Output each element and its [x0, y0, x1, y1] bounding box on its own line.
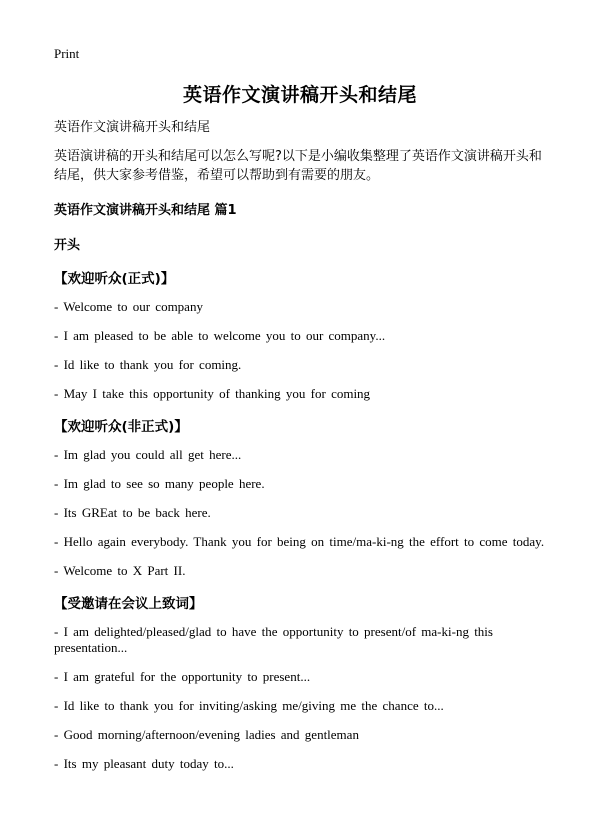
section-heading: 英语作文演讲稿开头和结尾 篇1 [54, 203, 237, 218]
phrase-line: - Im glad you could all get here... [54, 447, 242, 462]
phrase-line: - Id like to thank you for inviting/asking me/giving me the chance to... [54, 698, 444, 713]
phrase-line: - Hello again everybody. Thank you for being on time/ma-ki-ng the effort to come today. [54, 534, 545, 549]
print-label[interactable]: Print [54, 46, 80, 61]
phrase-line: - Welcome to our company [54, 299, 203, 314]
group-heading: 【受邀请在会议上致词】 [54, 596, 203, 612]
phrase-line: - I am grateful for the opportunity to present... [54, 669, 311, 684]
intro-paragraph: 英语演讲稿的开头和结尾可以怎么写呢?以下是小编收集整理了英语作文演讲稿开头和结尾，供大家参考借鉴，希望可以帮助到有需要的朋友。 [54, 149, 542, 183]
phrase-line: - Id like to thank you for coming. [54, 357, 242, 372]
subtitle: 英语作文演讲稿开头和结尾 [54, 120, 211, 135]
phrase-line: - Welcome to X Part II. [54, 563, 186, 578]
phrase-line: - Good morning/afternoon/evening ladies and gentleman [54, 727, 359, 742]
group-heading: 【欢迎听众(正式)】 [54, 271, 175, 287]
group-invited-speech [54, 592, 554, 772]
phrase-line: - Its GREat to be back here. [54, 505, 211, 520]
page-title: 英语作文演讲稿开头和结尾 [182, 84, 417, 106]
phrase-line: - May I take this opportunity of thanking you for coming [54, 386, 371, 401]
phrase-line: - Im glad to see so many people here. [54, 476, 265, 491]
phrase-line: - I am pleased to be able to welcome you to our company... [54, 328, 386, 343]
document-body [54, 118, 554, 785]
opening-heading: 开头 [54, 238, 81, 253]
group-informal [54, 415, 554, 579]
phrase-line: - I am delighted/pleased/glad to have the opportunity to present/of ma-ki-ng this presentation... [54, 624, 493, 655]
phrase-line: - Its my pleasant duty today to... [54, 756, 234, 771]
group-heading: 【欢迎听众(非正式)】 [54, 419, 188, 435]
group-formal [54, 267, 554, 402]
